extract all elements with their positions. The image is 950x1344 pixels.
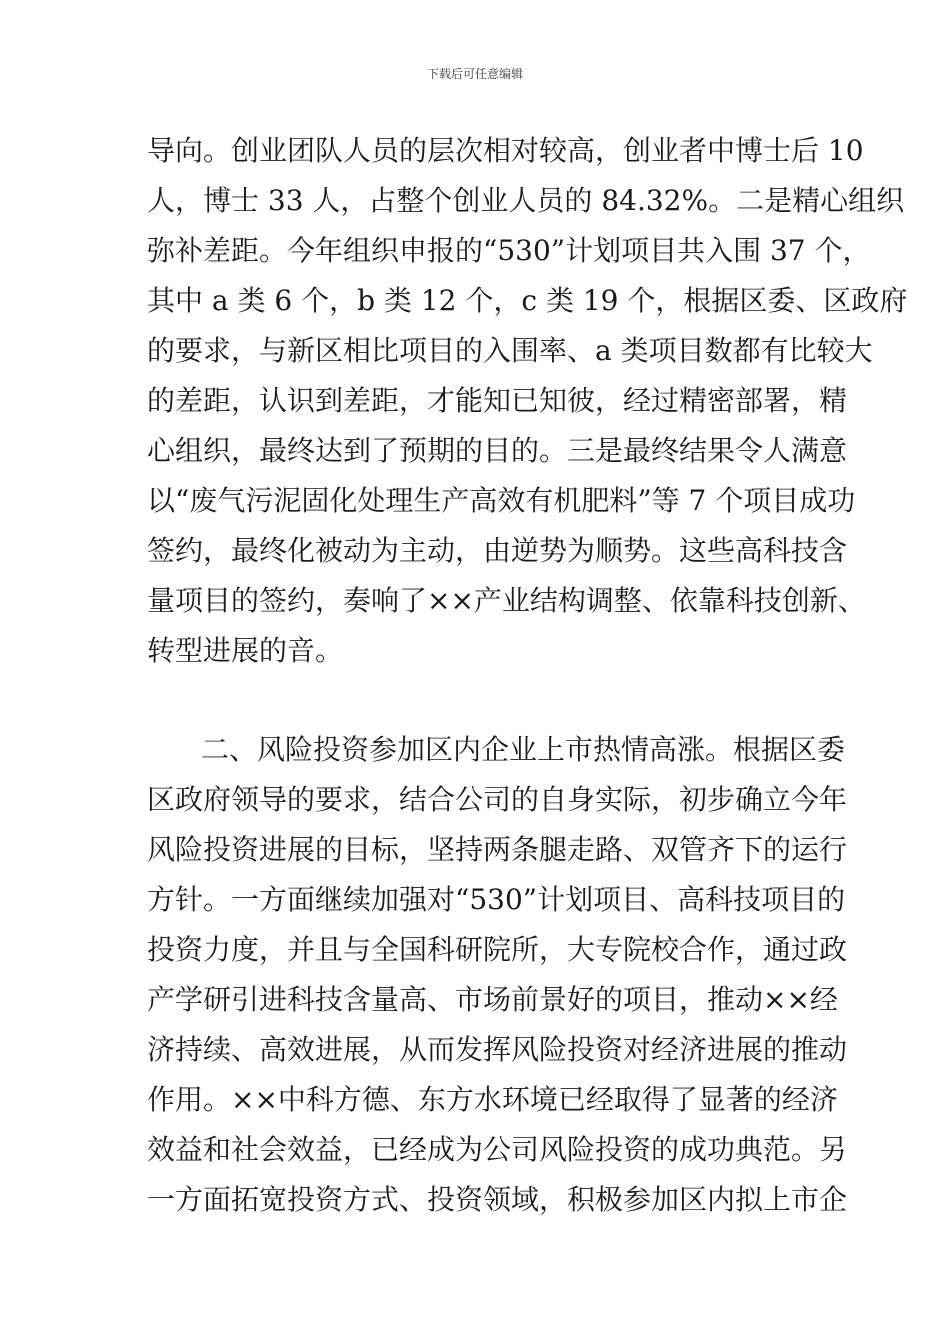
- text-line: 作用。××中科方德、东方水环境已经取得了显著的经济: [147, 1083, 838, 1116]
- text-line: 的差距，认识到差距，才能知已知彼，经过精密部署，精: [147, 384, 848, 417]
- text-line: 区政府领导的要求，结合公司的自身实际，初步确立今年: [147, 783, 848, 816]
- text-line: 量项目的签约，奏响了××产业结构调整、依靠科技创新、: [147, 584, 866, 617]
- text-line: 投资力度，并且与全国科研院所，大专院校合作，通过政: [147, 933, 848, 966]
- text-line: 人，博士 33 人，占整个创业人员的 84.32%。二是精心组织: [147, 184, 905, 217]
- text-line: 导向。创业团队人员的层次相对较高，创业者中博士后 10: [147, 134, 864, 167]
- text-line: 心组织，最终达到了预期的目的。三是最终结果令人满意: [147, 434, 848, 467]
- text-line: 签约，最终化被动为主动，由逆势为顺势。这些高科技含: [147, 534, 848, 567]
- text-line: 效益和社会效益，已经成为公司风险投资的成功典范。另: [147, 1133, 848, 1166]
- text-line: 其中 a 类 6 个，b 类 12 个，c 类 19 个，根据区委、区政府: [147, 284, 908, 317]
- text-line: 弥补差距。今年组织申报的“530”计划项目共入围 37 个，: [147, 234, 871, 267]
- text-line: 济持续、高效进展，从而发挥风险投资对经济进展的推动: [147, 1033, 848, 1066]
- text-line: 以“废气污泥固化处理生产高效有机肥料”等 7 个项目成功: [147, 484, 856, 517]
- text-line: 风险投资进展的目标，坚持两条腿走路、双管齐下的运行: [147, 833, 848, 866]
- text-line: 转型进展的音。: [147, 634, 344, 667]
- text-line: 产学研引进科技含量高、市场前景好的项目，推动××经: [147, 983, 838, 1016]
- text-line: 一方面拓宽投资方式、投资领域，积极参加区内拟上市企: [147, 1183, 848, 1216]
- text-line: 方针。一方面继续加强对“530”计划项目、高科技项目的: [147, 883, 846, 916]
- page-header: 下载后可任意编辑: [426, 67, 523, 81]
- text-line: 二、风险投资参加区内企业上市热情高涨。根据区委: [201, 733, 846, 766]
- text-line: 的要求，与新区相比项目的入围率、a 类项目数都有比较大: [147, 334, 873, 367]
